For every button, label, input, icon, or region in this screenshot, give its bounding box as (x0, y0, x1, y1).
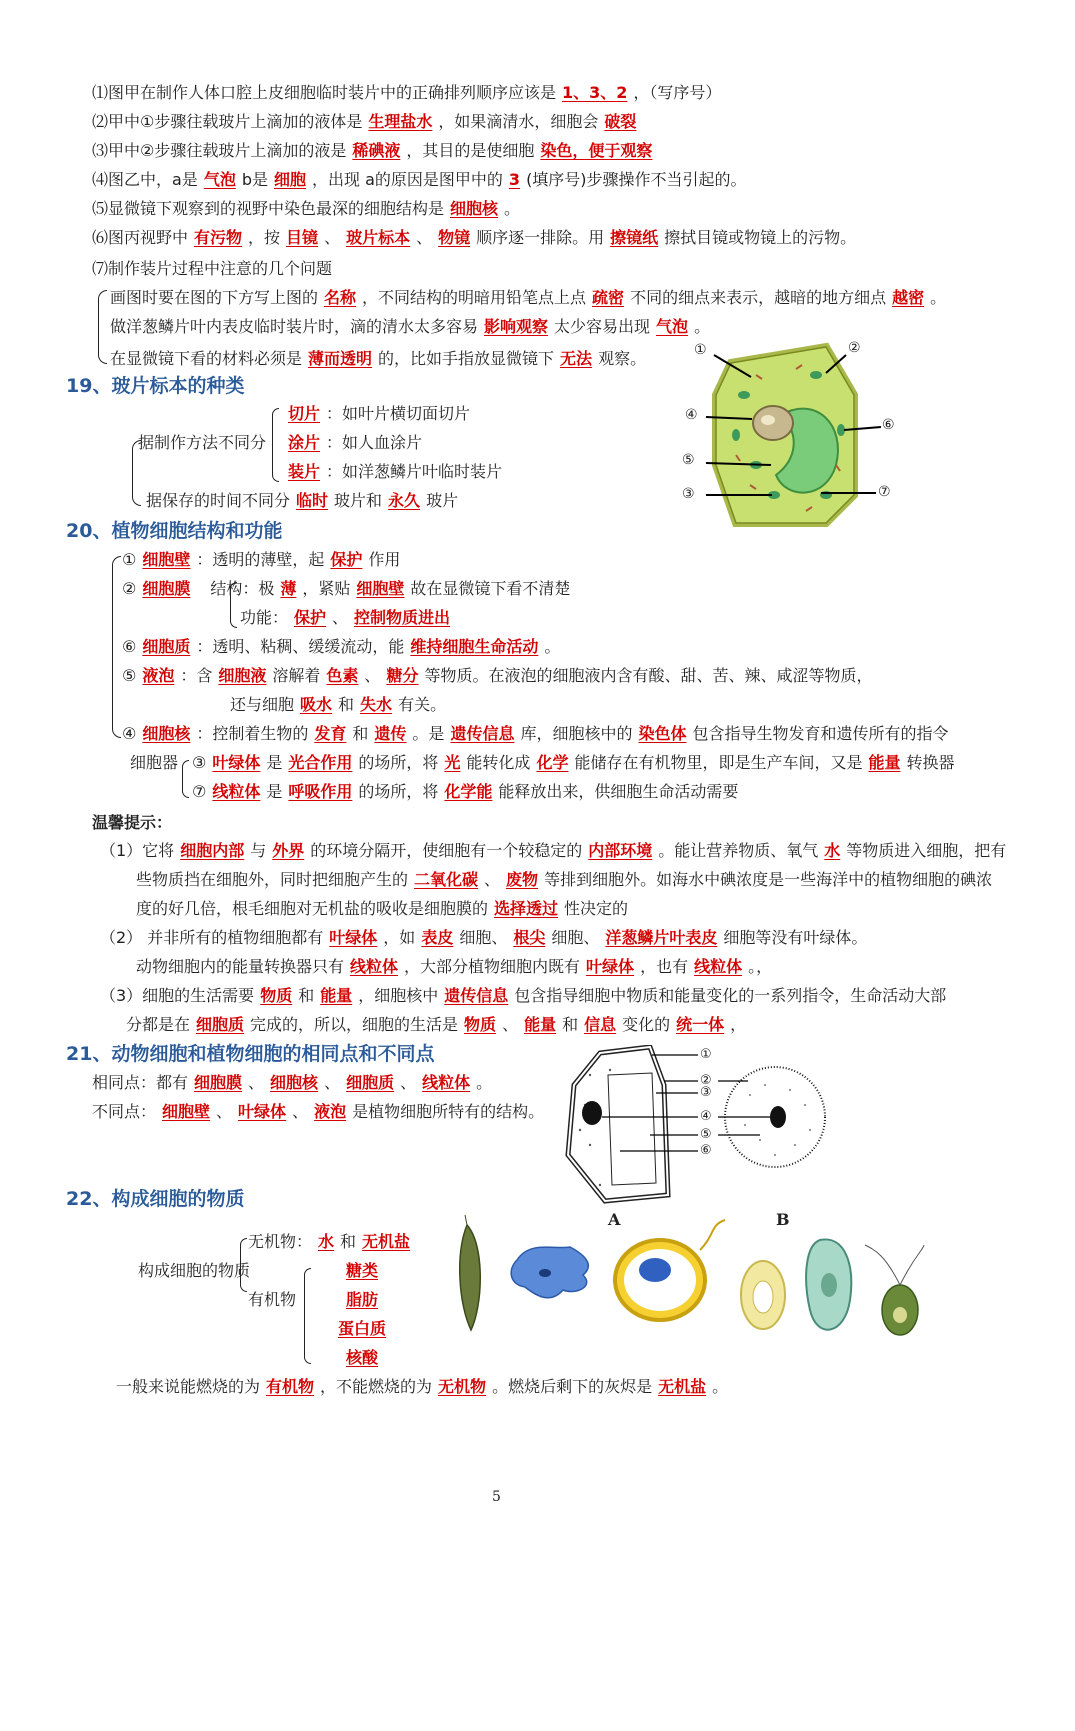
s21-same: 相同点：都有 细胞膜 、 细胞核 、 细胞质 、 线粒体 。 (92, 1073, 493, 1092)
cell-label-1: ① (694, 342, 707, 358)
s20-organelle-brace (182, 760, 189, 798)
s19-method: 据制作方法不同分 (138, 433, 267, 452)
q3-line: ⑶甲中②步骤往载玻片上滴加的液是 稀碘液 ，其目的是使细胞 染色，便于观察 (92, 141, 653, 160)
s22-inorganic: 无机物： 水 和 无机盐 (248, 1232, 411, 1251)
s22-burn: 一般来说能燃烧的为 有机物 ，不能燃烧的为 无机物 。燃烧后剩下的灰烬是 无机盐 。 (116, 1377, 729, 1396)
s20-row4: ⑥ 细胞质 ：透明、粘稠、缓缓流动，能 维持细胞生命活动 。 (122, 637, 561, 656)
s20-row6: 还与细胞 吸水 和 失水 有关。 (230, 695, 447, 714)
s20-row2: ② 细胞膜 结构：极 薄 ，紧贴 细胞壁 故在显微镜下看不清楚 (122, 579, 571, 598)
tip2-line1: （2） 并非所有的植物细胞都有 叶绿体 ，如 表皮 细胞、 根尖 细胞、 洋葱鳞片叶表皮 细胞等没有叶绿体。 (100, 928, 868, 947)
s22-org-2: 脂肪 (346, 1290, 379, 1309)
cell-label-3: ③ (682, 486, 695, 502)
s21-diff: 不同点： 细胞壁 、 叶绿体 、 液泡 是植物细胞所特有的结构。 (92, 1102, 545, 1121)
q2-line: ⑵甲中①步骤往载玻片上滴加的液体是 生理盐水 ，如果滴清水，细胞会 破裂 (92, 112, 637, 131)
ab-label-3: ③ (700, 1085, 712, 1100)
section-20-title: 20、植物细胞结构和功能 (66, 520, 283, 542)
plant-cell-figure (676, 335, 906, 535)
page-number: 5 (492, 1489, 501, 1505)
s19-time: 据保存的时间不同分 临时 玻片和 永久 玻片 (146, 491, 459, 510)
q6-line: ⑹图丙视野中 有污物 ，按 目镜 、 玻片标本 、 物镜 顺序逐一排除。用 擦镜纸 擦拭目镜或物镜上的污物。 (92, 228, 857, 247)
tip1-line1: （1）它将 细胞内部 与 外界 的环境分隔开，使细胞有一个较稳定的 内部环境 。能让营养物质、氧气 水 等物质进入细胞，把有 (100, 841, 1007, 860)
q7-title: ⑺制作装片过程中注意的几个问题 (92, 259, 333, 278)
cell-label-4: ④ (685, 407, 698, 423)
tip3-line2: 分都是在 细胞质 完成的，所以，细胞的生活是 物质 、 能量 和 信息 变化的 统一体 ， (126, 1015, 747, 1034)
s20-row3: 功能： 保护 、 控制物质进出 (240, 608, 451, 627)
section-21-title: 21、动物细胞和植物细胞的相同点和不同点 (66, 1043, 435, 1065)
q1-text: ⑴图甲在制作人体口腔上皮细胞临时装片中的正确排列顺序应该是 (92, 83, 557, 102)
q7-line1: 画图时要在图的下方写上图的 名称 ，不同结构的明暗用铅笔点上点 疏密 不同的细点来表示，越暗的地方细点 越密 。 (110, 288, 947, 307)
q4-line: ⑷图乙中，a是 气泡 b是 细胞 ，出现 a的原因是图甲中的 3 (填序号)步骤操作不当引起的。 (92, 170, 747, 189)
cell-label-5: ⑤ (682, 452, 695, 468)
tip3-line1: （3）细胞的生活需要 物质 和 能量 ，细胞核中 遗传信息 包含指导细胞中物质和能量变化的一系列指令，生命活动大部 (100, 986, 947, 1005)
section-22-title: 22、构成细胞的物质 (66, 1188, 245, 1210)
s19-inner-brace (272, 408, 279, 482)
cell-label-6: ⑥ (882, 417, 895, 433)
tips-title: 温馨提示： (92, 813, 173, 832)
s22-main: 构成细胞的物质 (138, 1261, 251, 1280)
s20-row8: ③ 叶绿体 是 光合作用 的场所，将 光 能转化成 化学 能储存在有机物里，即是生产车间，又是 能量 转换器 (192, 753, 955, 772)
q7-brace (98, 290, 107, 364)
organisms-figure (445, 1215, 925, 1345)
s22-org-4: 核酸 (346, 1348, 379, 1367)
fig-label-A: A (608, 1210, 621, 1229)
s19-item-3: 装片 ：如洋葱鳞片叶临时装片 (288, 462, 503, 481)
s22-outer-brace (240, 1238, 247, 1292)
tip2-line2: 动物细胞内的能量转换器只有 线粒体 ，大部分植物细胞内既有 叶绿体 ，也有 线粒体 。， (136, 957, 773, 976)
s22-org-3: 蛋白质 (338, 1319, 387, 1338)
q1-line: ⑴图甲在制作人体口腔上皮细胞临时装片中的正确排列顺序应该是 1、3、2 ，（写序号） (92, 83, 722, 102)
s20-row5: ⑤ 液泡 ：含 细胞液 溶解着 色素 、 糖分 等物质。在液泡的细胞液内含有酸、甜、苦、辣、咸涩等物质， (122, 666, 873, 685)
cell-label-2: ② (848, 340, 861, 356)
cell-label-7: ⑦ (878, 484, 891, 500)
ab-label-6: ⑥ (700, 1143, 712, 1158)
s22-inner-brace (304, 1268, 311, 1364)
s20-row1: ① 细胞壁 ：透明的薄壁，起 保护 作用 (122, 550, 401, 569)
s20-row7: ④ 细胞核 ：控制着生物的 发育 和 遗传 。是 遗传信息 库，细胞核中的 染色体 包含指导生物发育和遗传所有的指令 (122, 724, 949, 743)
q1-answer: 1、3、2 (562, 83, 628, 102)
plant-animal-cell-figure (560, 1045, 940, 1205)
tip1-line2: 些物质挡在细胞外，同时把细胞产生的 二氧化碳 、 废物 等排到细胞外。如海水中碘浓度是一些海洋中的植物细胞的碘浓 (136, 870, 993, 889)
q5-line: ⑸显微镜下观察到的视野中染色最深的细胞结构是 细胞核 。 (92, 199, 521, 218)
q7-line2: 做洋葱鳞片叶内表皮临时装片时，滴的清水太多容易 影响观察 太少容易出现 气泡 。 (110, 317, 711, 336)
ab-label-1: ① (700, 1047, 712, 1062)
s20-brace (112, 556, 121, 738)
s20-row9: ⑦ 线粒体 是 呼吸作用 的场所，将 化学能 能释放出来，供细胞生命活动需要 (192, 782, 739, 801)
s19-item-1: 切片 ：如叶片横切面切片 (288, 404, 471, 423)
section-19-title: 19、玻片标本的种类 (66, 375, 245, 397)
s22-org-1: 糖类 (346, 1261, 379, 1280)
tip1-line3: 度的好几倍，根毛细胞对无机盐的吸收是细胞膜的 选择透过 性决定的 (136, 899, 629, 918)
ab-label-5: ⑤ (700, 1127, 712, 1142)
ab-label-2: ② (700, 1073, 712, 1088)
ab-label-4: ④ (700, 1109, 712, 1124)
s22-organic: 有机物 (248, 1290, 297, 1309)
fig-label-B: B (776, 1210, 790, 1229)
q7-line3: 在显微镜下看的材料必须是 薄而透明 的，比如手指放显微镜下 无法 观察。 (110, 349, 647, 368)
s20-organelle-label: 细胞器 (130, 753, 179, 772)
s19-item-2: 涂片 ：如人血涂片 (288, 433, 423, 452)
